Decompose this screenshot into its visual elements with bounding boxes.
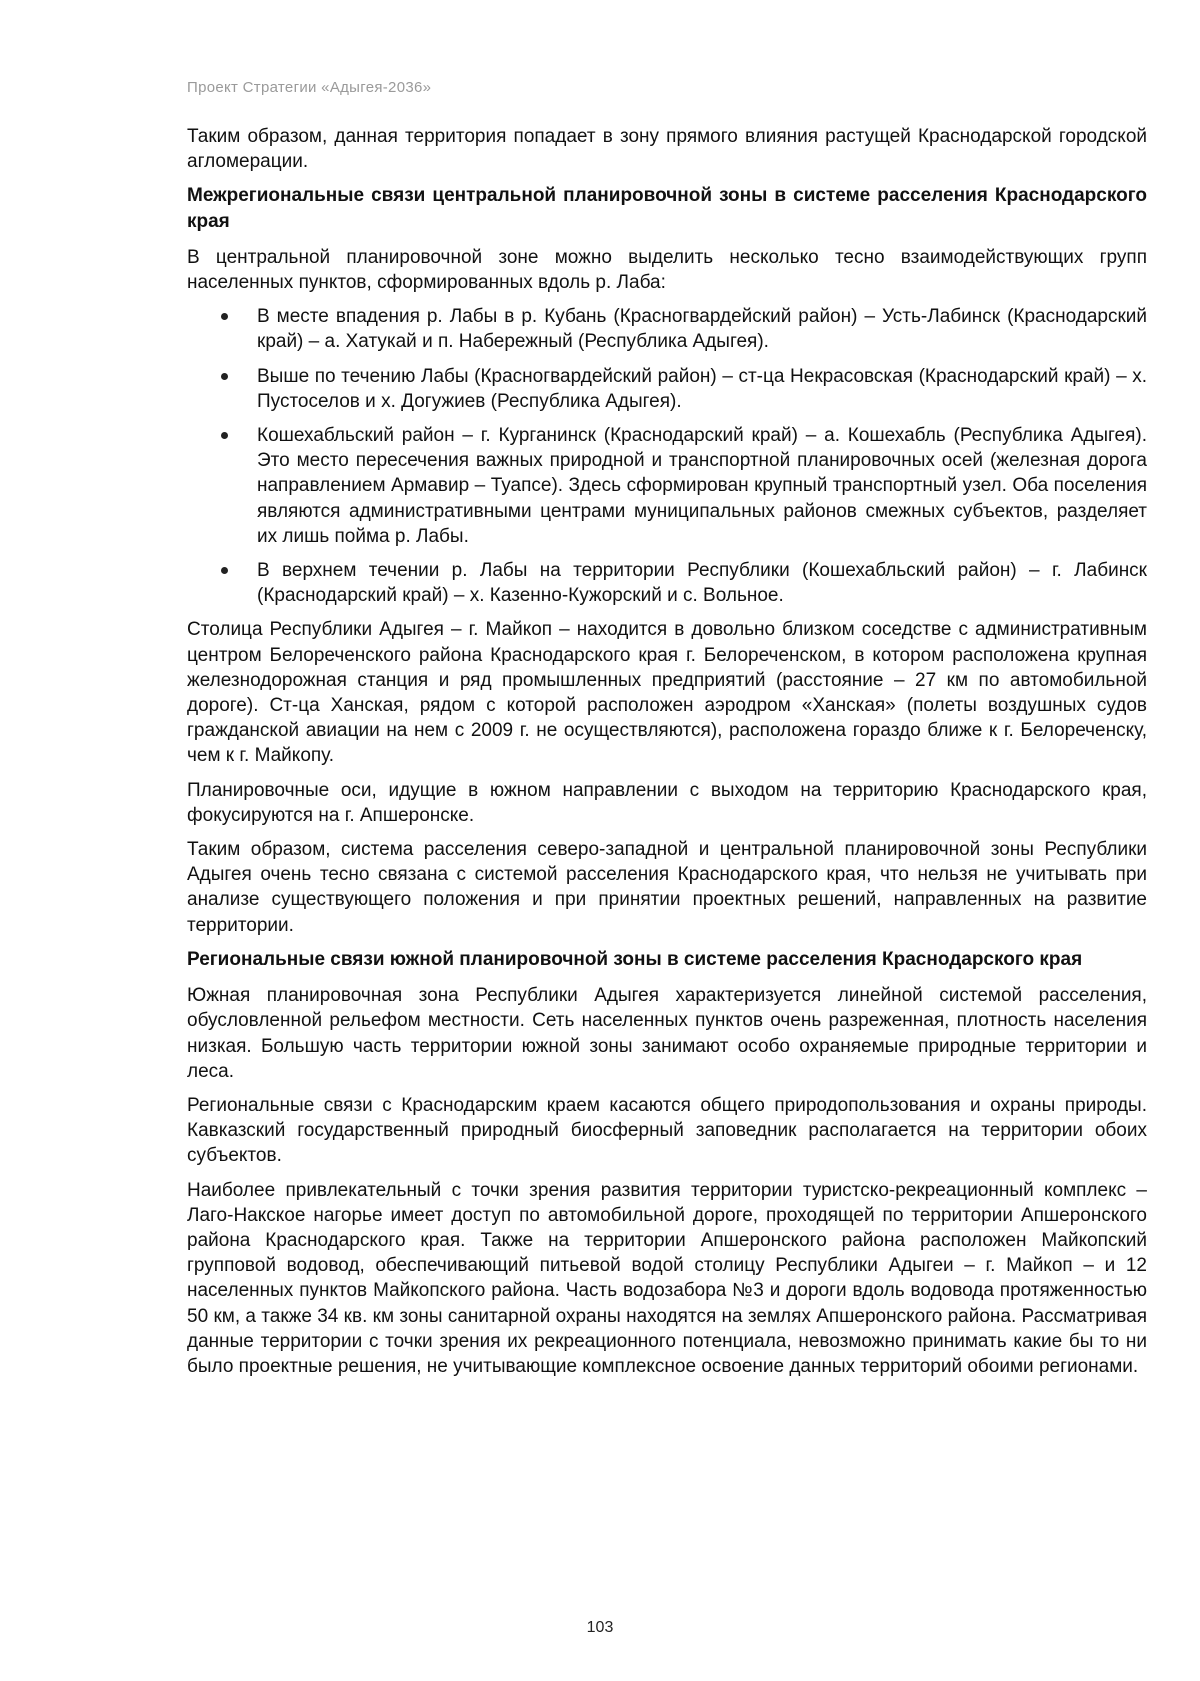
- section-heading: Межрегиональные связи центральной планировочной зоны в системе расселения Краснодарского края: [187, 185, 1147, 232]
- page-number: 103: [586, 1619, 614, 1636]
- paragraph: Таким образом, система расселения северо-западной и центральной планировочной зоны Республики Адыгея очень тесно связана с системой расселения Краснодарского края, что нельзя не учитывать при анализе существующего положения и при принятии проектных решений, направленных на развитие территории.: [187, 839, 1147, 936]
- list-item: [187, 364, 1147, 414]
- paragraph: Наиболее привлекательный с точки зрения развития территории туристско-рекреационный комплекс – Лаго-Накское нагорье имеет доступ по автомобильной дороге, проходящей по территории Апшеронского района Краснодарского края. Также на территории Апшеронского района расположен Майкопский групповой водовод, обеспечивающий питьевой водой столицу Республики Адыгеи – г. Майкоп – и 12 населенных пунктов Майкопского района. Часть водозабора №3 и дороги вдоль водовода протяженностью 50 км, а также 34 кв. км зоны санитарной охраны находятся на землях Апшеронского района. Рассматривая данные территории с точки зрения их рекреационного потенциала, невозможно принимать какие бы то ни было проектные решения, не учитывающие комплексное освоение данных территорий обоими регионами.: [187, 1179, 1147, 1377]
- list-item: [187, 304, 1147, 354]
- paragraph: Южная планировочная зона Республики Адыгея характеризуется линейной системой расселения, обусловленной рельефом местности. Сеть населенных пунктов очень разреженная, плотность населения низкая. Большую часть территории южной зоны занимают особо охраняемые природные территории и леса.: [187, 985, 1147, 1082]
- paragraph: В центральной планировочной зоне можно выделить несколько тесно взаимодействующих групп населенных пунктов, сформированных вдоль р. Лаба:: [187, 246, 1147, 294]
- paragraph: Региональные связи с Краснодарским краем касаются общего природопользования и охраны природы. Кавказский государственный природный биосферный заповедник располагается на территории обоих субъектов.: [187, 1094, 1147, 1167]
- paragraph: Планировочные оси, идущие в южном направлении с выходом на территорию Краснодарского края, фокусируются на г. Апшеронске.: [187, 779, 1147, 826]
- list-item: [187, 558, 1147, 608]
- bullet-icon: [221, 432, 228, 439]
- bullet-list: [187, 304, 1147, 608]
- list-item: [187, 423, 1147, 549]
- running-header: Проект Стратегии «Адыгея-2036»: [187, 79, 432, 96]
- document-body: [187, 124, 1147, 1388]
- bullet-icon: [221, 373, 228, 380]
- bullet-icon: [221, 567, 228, 574]
- bullet-icon: [221, 313, 228, 320]
- paragraph: Столица Республики Адыгея – г. Майкоп – находится в довольно близком соседстве с административным центром Белореченского района Краснодарского края г. Белореченском, в котором расположена крупная железнодорожная станция и ряд промышленных предприятий (расстояние – 27 км по автомобильной дороге). Ст-ца Ханская, рядом с которой расположен аэродром «Ханская» (полеты воздушных судов гражданской авиации на нем с 2009 г. не осуществляются), расположена гораздо ближе к г. Белореченску, чем к г. Майкопу.: [187, 619, 1147, 767]
- list-item-text: Кошехабльский район – г. Курганинск (Краснодарский край) – а. Кошехабль (Республика Адыгея). Это место пересечения важных природной и транспортной планировочных осей (железная дорога направлением Армавир – Туапсе). Здесь сформирован крупный транспортный узел. Оба поселения являются административными центрами муниципальных районов смежных субъектов, разделяет их лишь пойма р. Лабы.: [257, 425, 1147, 547]
- paragraph: Таким образом, данная территория попадает в зону прямого влияния растущей Краснодарской городской агломерации.: [187, 126, 1147, 173]
- list-item-text: В месте впадения р. Лабы в р. Кубань (Красногвардейский район) – Усть-Лабинск (Краснодарский край) – а. Хатукай и п. Набережный (Республика Адыгея).: [257, 306, 1147, 353]
- list-item-text: В верхнем течении р. Лабы на территории Республики (Кошехабльский район) – г. Лабинск (Краснодарский край) – х. Казенно-Кужорский и с. Вольное.: [257, 560, 1147, 607]
- list-item-text: Выше по течению Лабы (Красногвардейский район) – ст-ца Некрасовская (Краснодарский край) – х. Пустоселов и х. Догужиев (Республика Адыгея).: [257, 365, 1147, 412]
- section-heading: Региональные связи южной планировочной зоны в системе расселения Краснодарского края: [187, 948, 1083, 970]
